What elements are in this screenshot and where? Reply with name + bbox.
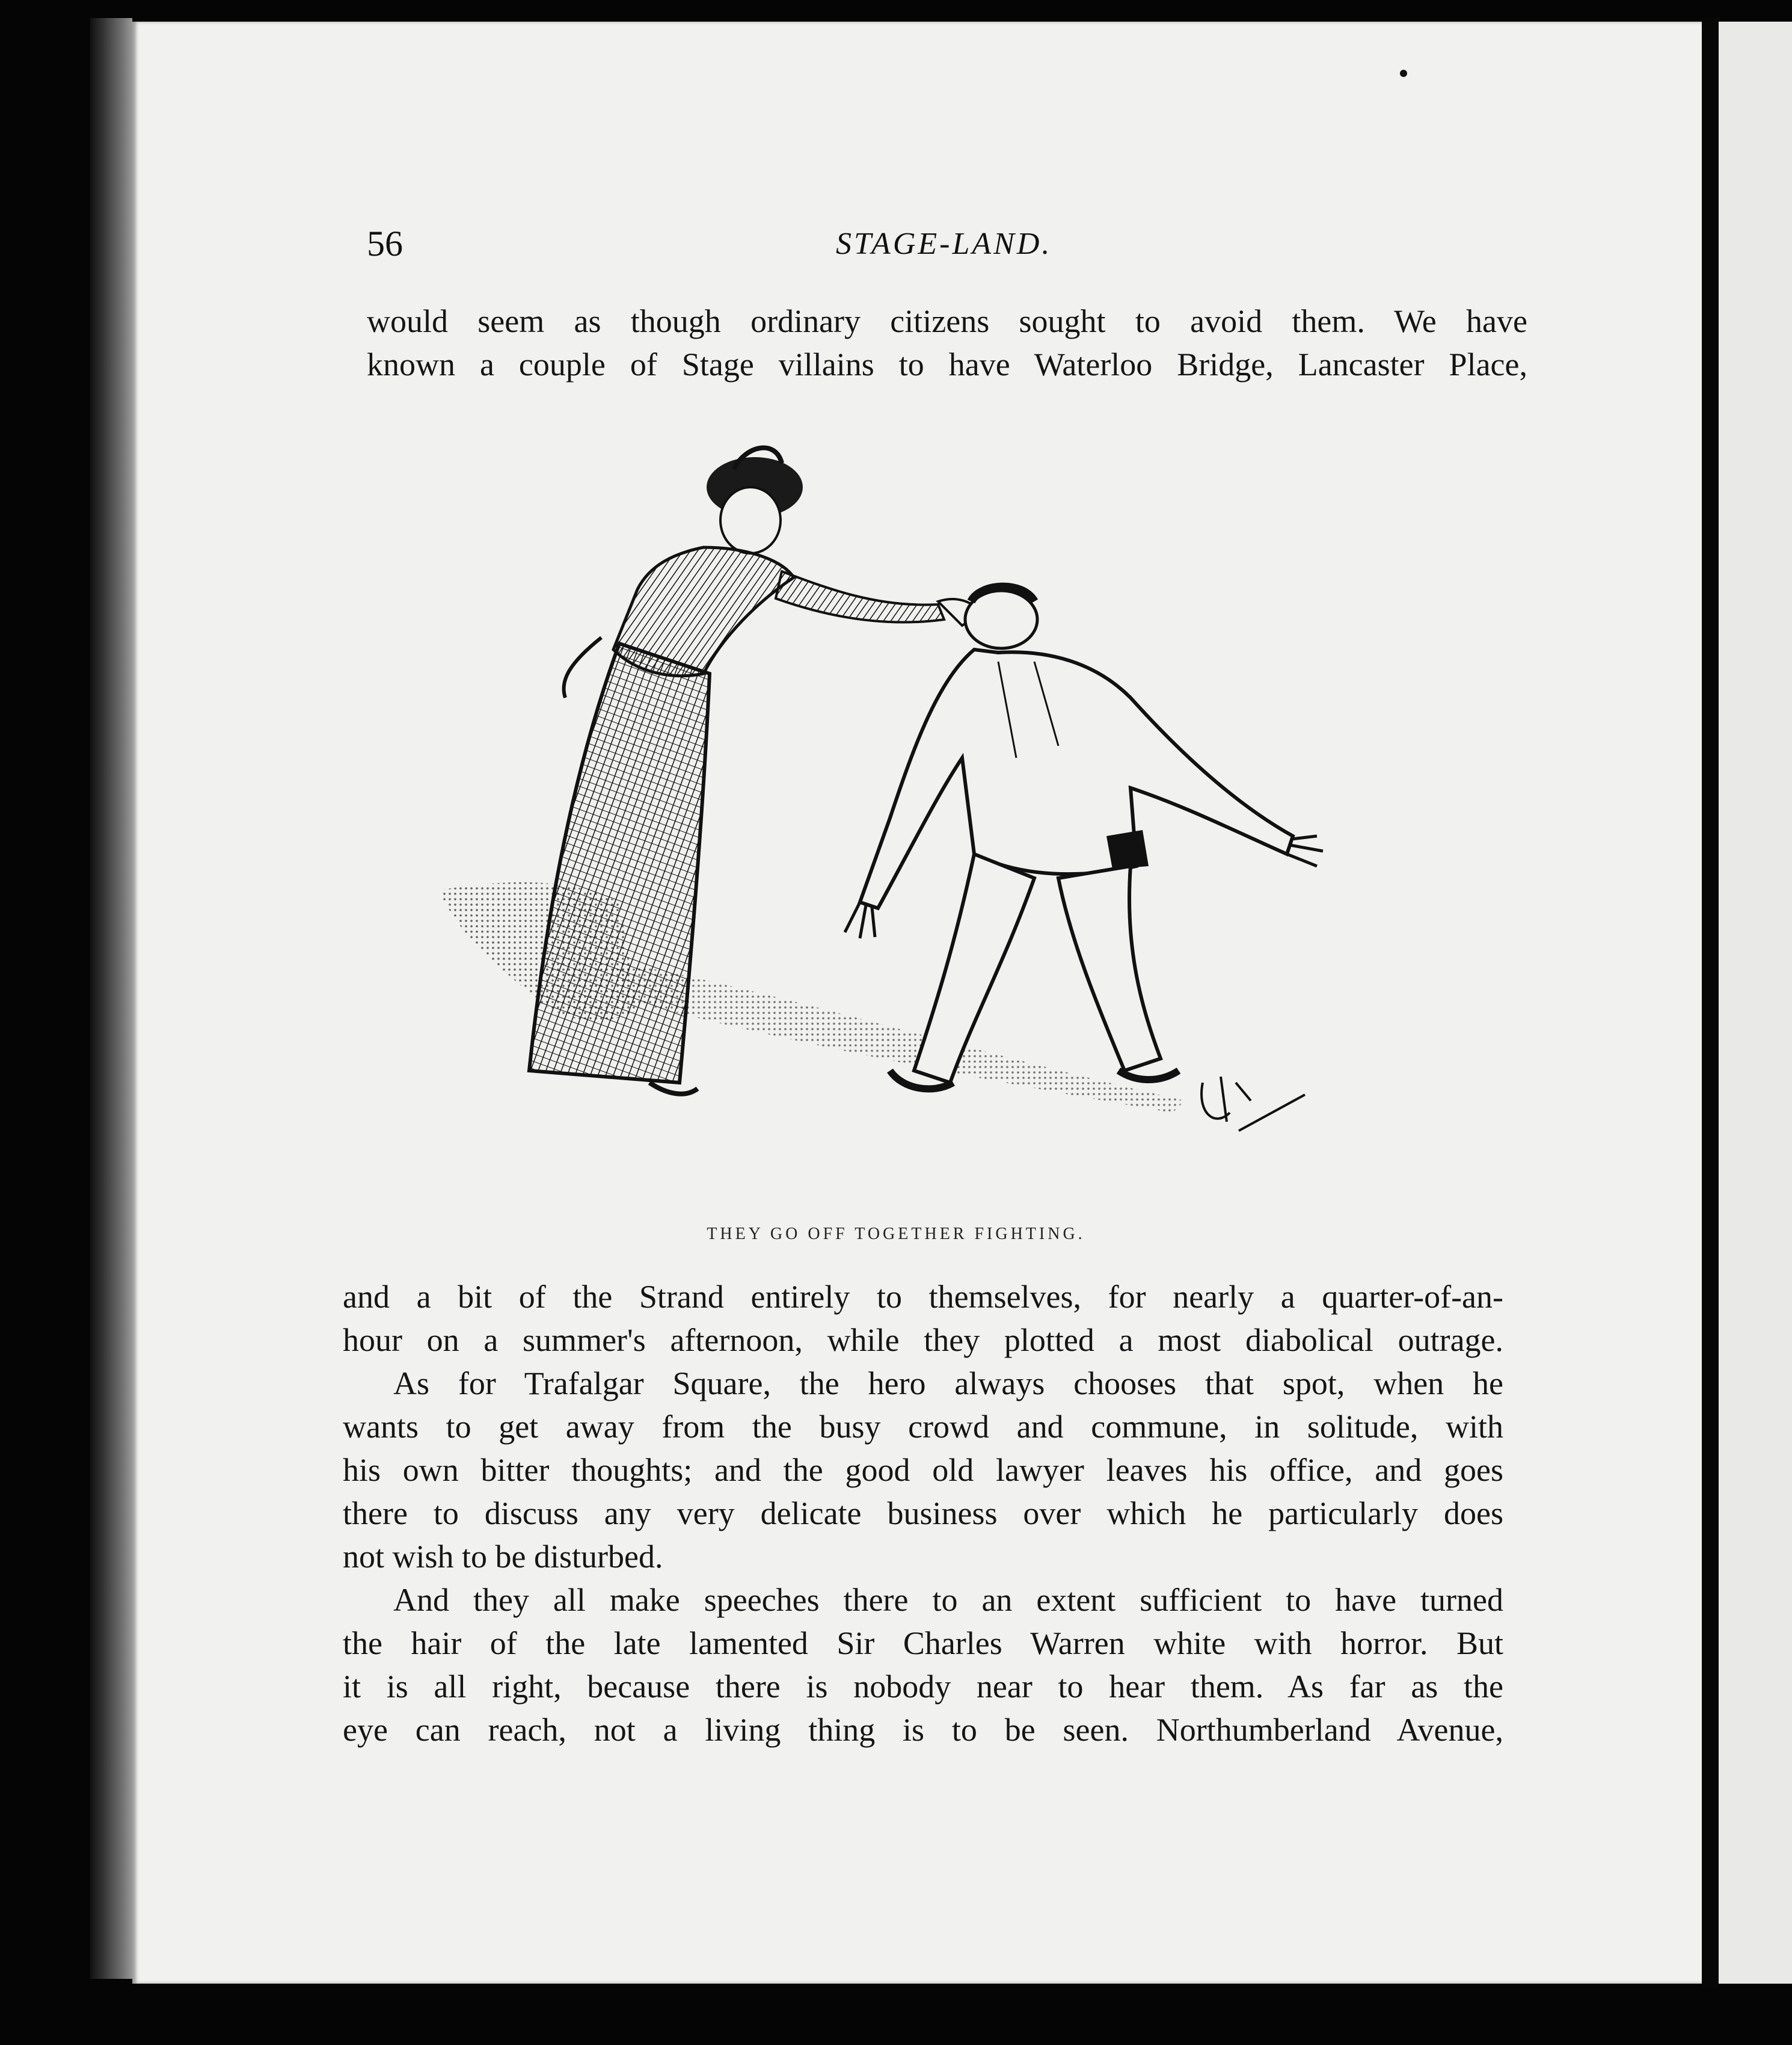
running-title: STAGE-LAND. xyxy=(836,227,1052,261)
facing-page-edge xyxy=(1719,22,1792,1984)
bottom-paragraphs xyxy=(343,1275,1503,1751)
artist-monogram xyxy=(1201,1077,1305,1131)
book-left-edge xyxy=(90,18,132,1979)
text-line: the hair of the late lamented Sir Charles Warren white with horror. But xyxy=(343,1625,1503,1661)
running-head xyxy=(367,223,1509,265)
ink-speck xyxy=(1400,70,1407,77)
text-line: there to discuss any very delicate business over which he particularly does xyxy=(343,1495,1503,1531)
text-line: not wish to be disturbed. xyxy=(343,1539,663,1575)
illustration-caption: THEY GO OFF TOGETHER FIGHTING. xyxy=(707,1225,1085,1243)
text-line: hour on a summer's afternoon, while they plotted a most diabolical outrage. xyxy=(343,1322,1503,1358)
text-line: it is all right, because there is nobody near to hear them. As far as the xyxy=(343,1668,1503,1705)
page-number: 56 xyxy=(367,224,403,263)
text-line: his own bitter thoughts; and the good old lawyer leaves his office, and goes xyxy=(343,1452,1503,1488)
text-line: would seem as though ordinary citizens sought to avoid them. We have xyxy=(367,303,1527,339)
text-line: And they all make speeches there to an extent sufficient to have turned xyxy=(393,1582,1503,1618)
text-line: As for Trafalgar Square, the hero always chooses that spot, when he xyxy=(393,1365,1503,1401)
text-line: wants to get away from the busy crowd and commune, in solitude, with xyxy=(343,1409,1503,1445)
text-line: eye can reach, not a living thing is to be seen. Northumberland Avenue, xyxy=(343,1712,1503,1748)
man-figure xyxy=(845,587,1323,1089)
illustration-fighting-couple xyxy=(421,421,1443,1179)
page-gutter xyxy=(1702,18,1719,1988)
text-line: and a bit of the Strand entirely to themselves, for nearly a quarter-of-an- xyxy=(343,1279,1503,1315)
text-line: known a couple of Stage villains to have Waterloo Bridge, Lancaster Place, xyxy=(367,346,1527,383)
top-paragraph xyxy=(367,300,1527,386)
